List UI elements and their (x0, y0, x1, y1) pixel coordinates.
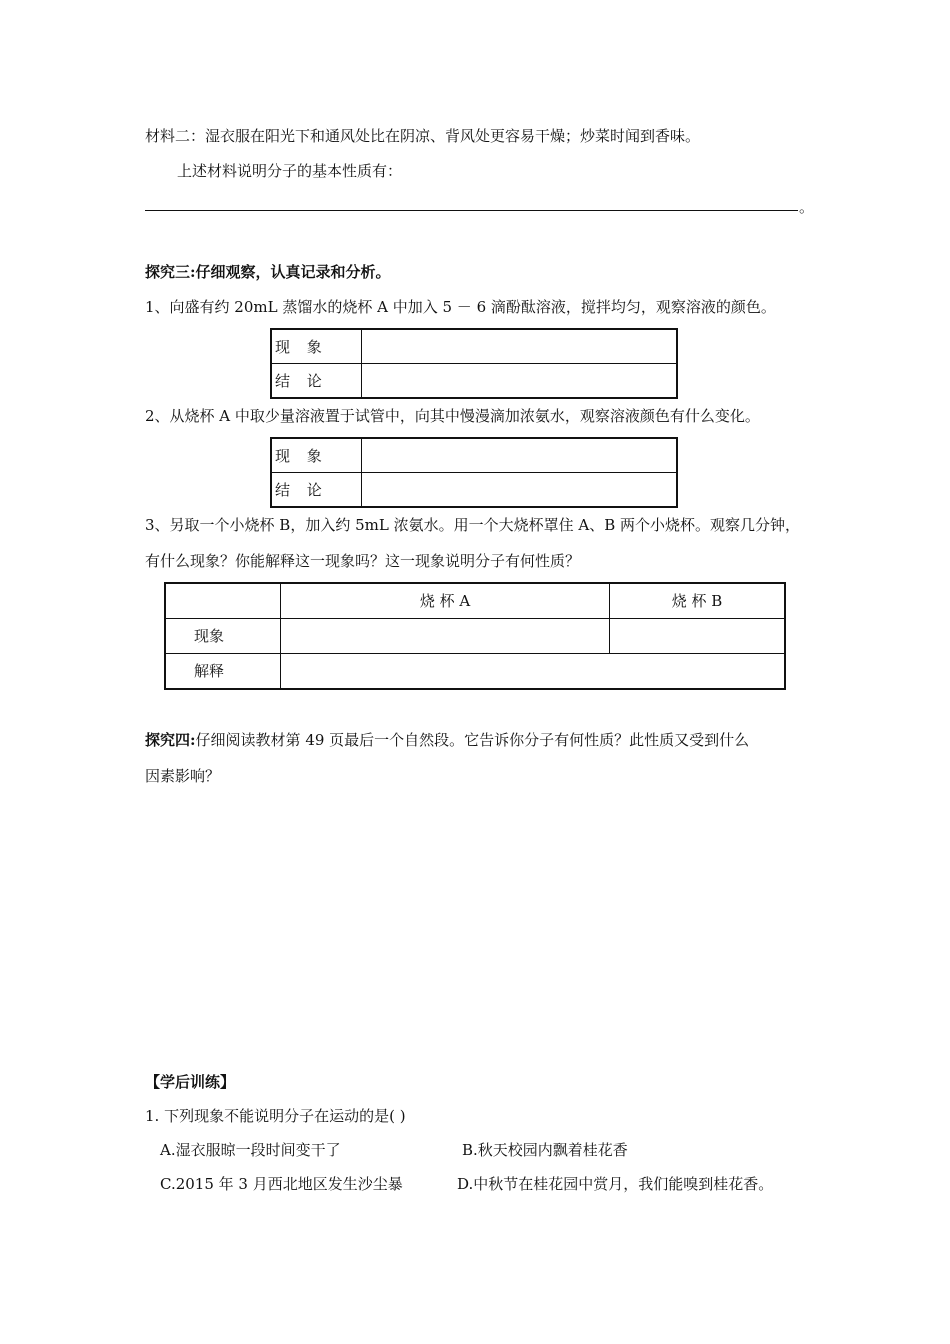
conclusion-answer-cell[interactable] (362, 473, 678, 508)
conclusion-answer-cell[interactable] (362, 364, 678, 399)
table-row (165, 654, 785, 690)
explore-four-text: 仔细阅读教材第 49 页最后一个自然段。它告诉你分子有何性质？此性质又受到什么 (195, 731, 750, 749)
phenomenon-label: 现 象 (271, 329, 362, 364)
step-three-text-line2: 有什么现象？你能解释这一现象吗？这一现象说明分子有何性质？ (145, 552, 581, 570)
question-one: 1. 下列现象不能说明分子在运动的是( ) (145, 1107, 406, 1125)
answer-line-period: 。 (799, 198, 815, 216)
phenomenon-answer-cell[interactable] (362, 438, 678, 473)
training-heading: 【学后训练】 (145, 1073, 236, 1091)
phenomenon-label: 现 象 (271, 438, 362, 473)
table-row (165, 619, 785, 654)
corner-cell (165, 583, 281, 619)
step-one-table (270, 328, 678, 399)
table-row (271, 473, 677, 508)
beaker-a-phenomenon-cell[interactable] (281, 619, 610, 654)
step-two-table (270, 437, 678, 508)
option-b[interactable]: B.秋天校园内飘着桂花香 (462, 1141, 628, 1159)
phenomenon-label: 现象 (165, 619, 281, 654)
beaker-b-header: 烧 杯 B (610, 583, 786, 619)
table-row (271, 364, 677, 399)
step-three-table (164, 582, 786, 690)
explore-four-line2: 因素影响？ (145, 767, 221, 785)
material-two: 材料二：湿衣服在阳光下和通风处比在阴凉、背风处更容易干燥；炒菜时闻到香味。 (145, 127, 701, 145)
explanation-answer-cell[interactable] (281, 654, 786, 690)
answer-blank-line (145, 210, 798, 211)
option-c[interactable]: C.2015 年 3 月西北地区发生沙尘暴 (160, 1175, 403, 1193)
beaker-a-header: 烧 杯 A (281, 583, 610, 619)
explore-three-heading: 探究三:仔细观察，认真记录和分析。 (145, 263, 391, 281)
option-d[interactable]: D.中秋节在桂花园中赏月，我们能嗅到桂花香。 (457, 1175, 774, 1193)
step-two-text: 2、从烧杯 A 中取少量溶液置于试管中，向其中慢漫滴加浓氨水，观察溶液颜色有什么变化。 (145, 407, 760, 425)
summary-prompt: 上述材料说明分子的基本性质有： (177, 162, 403, 180)
explore-four-line1 (145, 729, 749, 751)
beaker-b-phenomenon-cell[interactable] (610, 619, 786, 654)
table-row (165, 583, 785, 619)
table-row (271, 329, 677, 364)
step-one-text: 1、向盛有约 20mL 蒸馏水的烧杯 A 中加入 5 － 6 滴酚酞溶液，搅拌均匀，观察溶液的颜色。 (145, 298, 776, 316)
step-three-text-line1: 3、另取一个小烧杯 B，加入约 5mL 浓氨水。用一个大烧杯罩住 A、B 两个小烧杯。观察几分钟， (145, 516, 800, 534)
phenomenon-answer-cell[interactable] (362, 329, 678, 364)
conclusion-label: 结 论 (271, 364, 362, 399)
option-a[interactable]: A.湿衣服晾一段时间变干了 (160, 1141, 341, 1159)
explore-four-heading: 探究四: (145, 731, 196, 749)
explanation-label: 解释 (165, 654, 281, 690)
table-row (271, 438, 677, 473)
conclusion-label: 结 论 (271, 473, 362, 508)
